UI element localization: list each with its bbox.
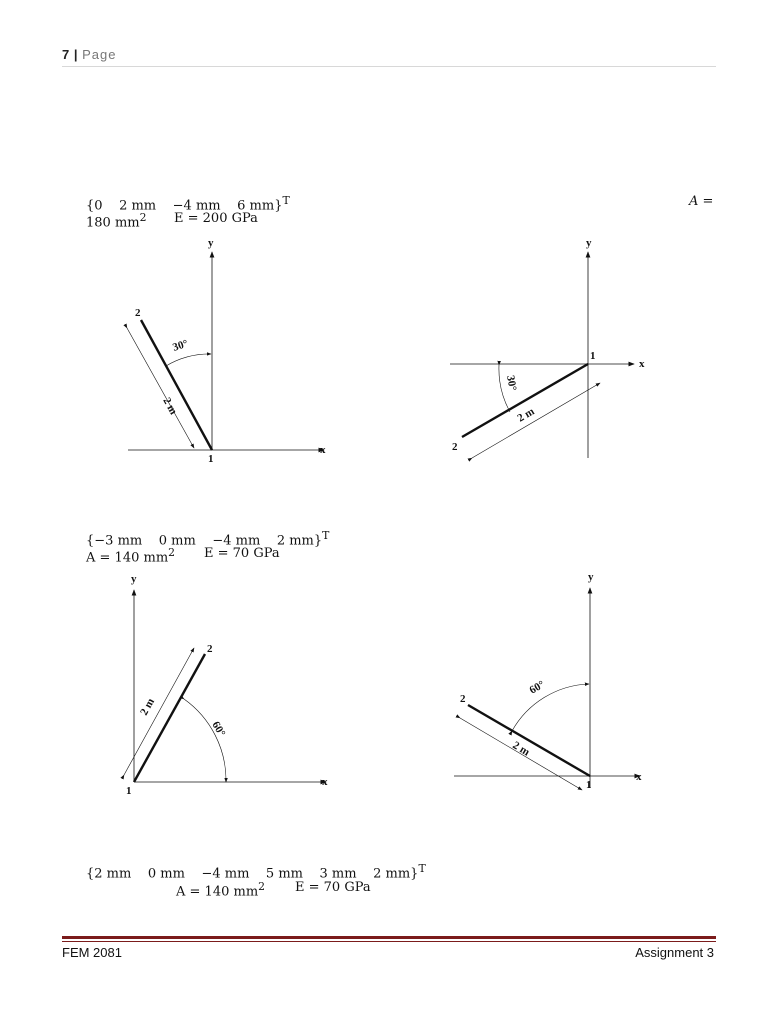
length-dimension-line xyxy=(124,648,194,775)
footer-course-code: FEM 2081 xyxy=(62,945,122,960)
problem-1-displacement: {0 2 mm −4 mm 6 mm}$^T$ xyxy=(86,194,290,214)
bar-element xyxy=(462,364,588,437)
node-2-label: 2 xyxy=(207,643,213,655)
problem-2-displacement: {−3 mm 0 mm −4 mm 2 mm}$^T$ xyxy=(86,529,330,549)
problem-2-area: A = 140 $mm^2$ xyxy=(86,546,176,566)
problem-3-modulus: E = 70 GPa xyxy=(295,880,371,895)
node-2-label: 2 xyxy=(135,307,141,319)
length-label: 2 m xyxy=(510,739,532,759)
problem-1-area-value: 180 $mm^2$ xyxy=(86,211,147,231)
page-number: 7 xyxy=(62,47,70,62)
y-axis-label: y xyxy=(586,237,592,249)
footer-assignment: Assignment 3 xyxy=(635,945,714,960)
problem-3-area: A = 140 $mm^2$ xyxy=(176,880,266,900)
y-axis-label: y xyxy=(131,573,137,585)
problem-1-modulus: E = 200 GPa xyxy=(174,211,258,226)
bar-element xyxy=(134,654,205,782)
node-2-label: 2 xyxy=(460,693,466,705)
problem-2-modulus: E = 70 GPa xyxy=(204,546,280,561)
x-axis-label: x xyxy=(639,358,645,370)
node-1-label: 1 xyxy=(586,779,592,791)
x-axis-label: x xyxy=(636,771,642,783)
footer-rule-thick xyxy=(62,936,716,939)
page-header xyxy=(62,47,117,62)
node-1-label: 1 xyxy=(208,453,214,465)
angle-arc xyxy=(166,354,211,366)
angle-arc xyxy=(512,684,589,731)
footer-rule-thin xyxy=(62,941,716,942)
length-label: 2 m xyxy=(138,696,158,718)
x-axis-label: x xyxy=(322,776,328,788)
angle-label: 30° xyxy=(171,337,190,354)
angle-label: 60° xyxy=(527,678,547,697)
problem-1-area-prefix: A = xyxy=(689,194,714,209)
length-label: 2 m xyxy=(160,395,180,417)
y-axis-label: y xyxy=(208,238,214,249)
x-axis-label: x xyxy=(320,444,326,456)
page-separator: | xyxy=(73,47,78,62)
bar-element xyxy=(141,320,212,450)
length-label: 2 m xyxy=(515,405,537,425)
node-1-label: 1 xyxy=(126,785,132,797)
header-rule xyxy=(62,66,716,67)
figure-1-bar-30deg xyxy=(120,238,330,468)
node-1-label: 1 xyxy=(590,350,596,362)
figure-4-bar-60deg xyxy=(450,570,660,800)
angle-label: 30° xyxy=(504,374,519,392)
node-2-label: 2 xyxy=(452,441,458,453)
angle-arc xyxy=(184,699,226,782)
page-word: Page xyxy=(82,47,117,62)
angle-label: 60° xyxy=(209,719,228,739)
figure-3-bar-60deg xyxy=(112,572,332,802)
bar-element xyxy=(468,705,590,776)
figure-2-bar-30deg xyxy=(446,236,656,466)
y-axis-label: y xyxy=(588,571,594,583)
problem-3-displacement: {2 mm 0 mm −4 mm 5 mm 3 mm 2 mm}$^T$ xyxy=(86,862,426,882)
